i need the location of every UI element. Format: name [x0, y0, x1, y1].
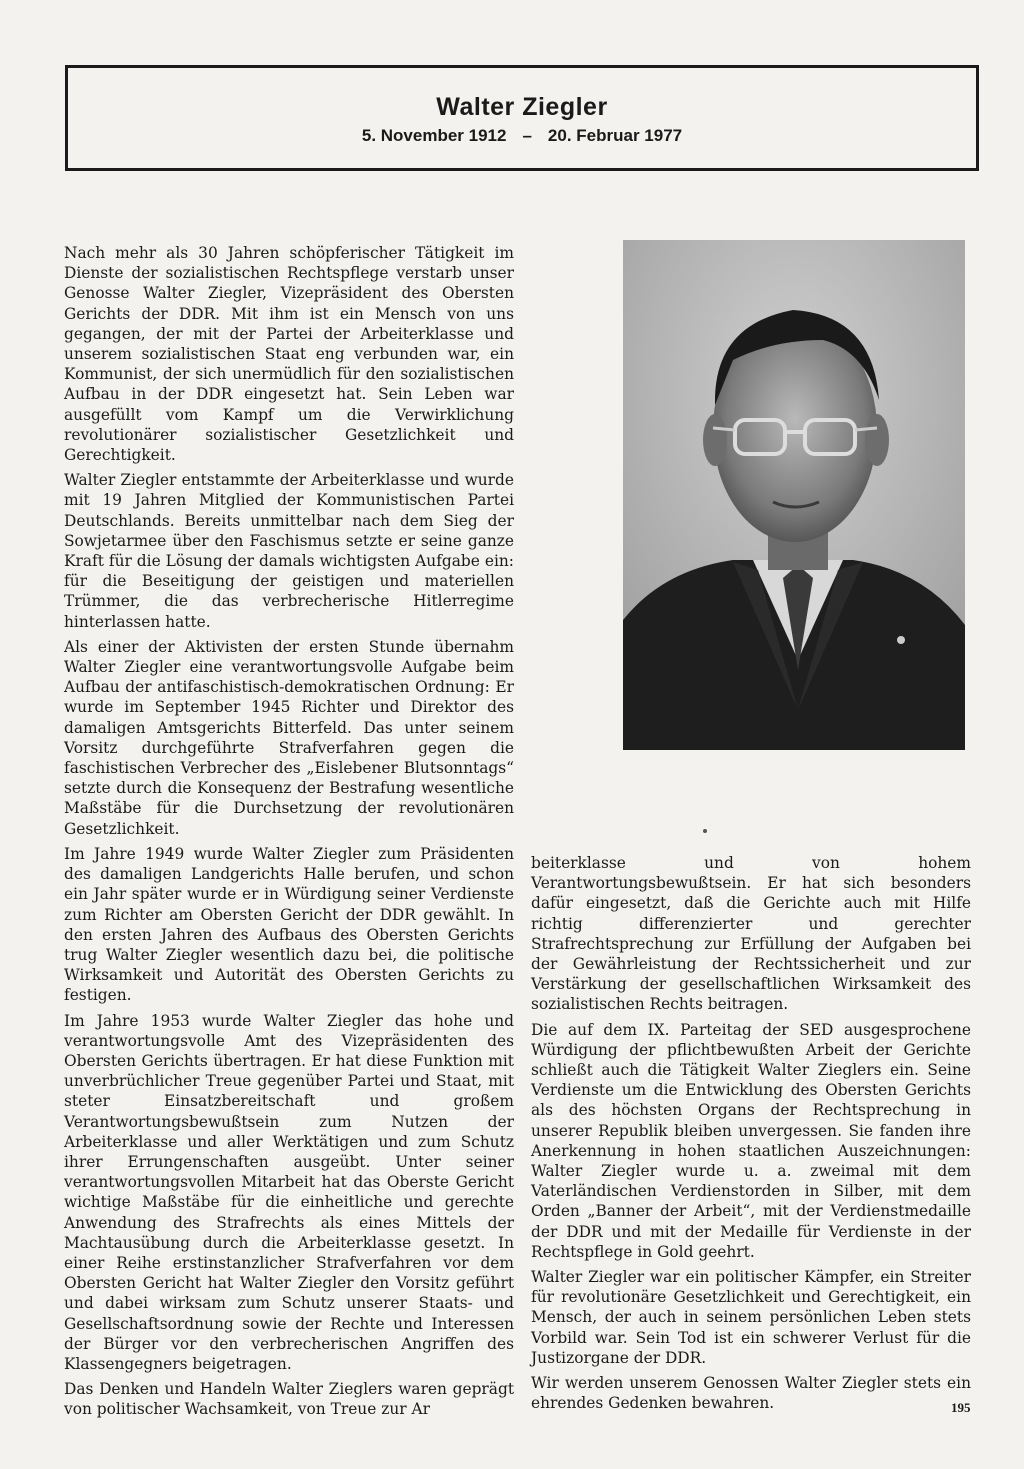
paragraph: beiterklasse und von hohem Verantwortungsbewußtsein. Er hat sich besonders dafür eingesetzt, daß die Gerichte auch mit Hilfe richtig differenzierter und gerechter Strafrechtsprechung zur Erfüllung der Aufgaben bei der Gewährleistung der Rechtssicherheit und zur Verstärkung der gesellschaftlichen Wirksamkeit des sozialistischen Rechts beitragen. [531, 854, 971, 1014]
birth-date: 5. November 1912 [361, 126, 507, 145]
paragraph: Im Jahre 1953 wurde Walter Ziegler das hohe und verantwortungsvolle Amt des Vizepräsidenten des Obersten Gerichts übertragen. Er hat diese Funktion mit unverbrüchlicher Treue gegenüber Partei und Staat, mit steter Einsatzbereitschaft und großem Verantwortungsbewußtsein zum Nutzen der Arbeiterklasse und aller Werktätigen und zum Schutz ihrer Errungenschaften ausgeübt. Unter seiner verantwortungsvollen Mitarbeit hat das Oberste Gericht wichtige Maßstäbe für die einheitliche und gerechte Anwendung des Strafrechts als eines Mittels der Machtausübung durch die Arbeiterklasse gesetzt. In einer Reihe erstinstanzlicher Strafverfahren vor dem Obersten Gericht hat Walter Ziegler den Vorsitz geführt und dabei wirksam zum Schutz unserer Staats- und Gesellschaftsordnung sowie der Rechte und Interessen der Bürger vor den verbrecherischen Angriffen des Klassengegners beigetragen. [64, 1011, 514, 1373]
left-column [64, 243, 514, 1425]
life-dates [68, 126, 976, 146]
paragraph: Die auf dem IX. Parteitag der SED ausgesprochene Würdigung der pflichtbewußten Arbeit der Gerichte schließt auch die Tätigkeit Walter Zieglers ein. Seine Verdienste um die Entwicklung des Obersten Gerichts als des höchsten Organs der Rechtsprechung in unserer Republik bleiben unvergessen. Sie fanden ihre Anerkennung in hohen staatlichen Auszeichnungen: Walter Ziegler wurde u. a. zweimal mit dem Vaterländischen Verdienstorden in Silber, mit dem Orden „Banner der Arbeit“, mit der Verdienstmedaille der DDR und mit der Medaille für Verdienste in der Rechtspflege in Gold geehrt. [531, 1020, 971, 1261]
header-box [65, 65, 979, 171]
page-number: 195 [951, 1400, 971, 1415]
paragraph: Das Denken und Handeln Walter Zieglers waren geprägt von politischer Wachsamkeit, von Treue zur Ar [64, 1380, 514, 1419]
right-column [531, 853, 971, 1418]
paragraph: Wir werden unserem Genossen Walter Ziegler stets ein ehrendes Gedenken bewahren. [531, 1374, 971, 1413]
paragraph: Im Jahre 1949 wurde Walter Ziegler zum Präsidenten des damaligen Landgerichts Halle berufen, und schon ein Jahr später wurde er in Würdigung seiner Verdienste zum Richter am Obersten Gericht der DDR gewählt. In den ersten Jahren des Aufbaus des Obersten Gerichts trug Walter Ziegler wesentlich dazu bei, die politische Wirksamkeit und Autorität des Obersten Gerichts zu festigen. [64, 844, 514, 1005]
paragraph: Als einer der Aktivisten der ersten Stunde übernahm Walter Ziegler eine verantwortungsvolle Aufgabe beim Aufbau der antifaschistisch-demokratischen Ordnung: Er wurde im September 1945 Richter und Direktor des damaligen Amtsgerichts Bitterfeld. Das unter seinem Vorsitz durchgeführte Strafverfahren gegen die faschistischen Verbrecher des „Eislebener Blutsonntags“ setzte durch die Konsequenz der Bestrafung wesentliche Maßstäbe für die Durchsetzung der revolutionären Gesetzlichkeit. [64, 637, 514, 838]
death-date: 20. Februar 1977 [547, 126, 683, 145]
paragraph: Walter Ziegler entstammte der Arbeiterklasse und wurde mit 19 Jahren Mitglied der Kommunistischen Partei Deutschlands. Bereits unmittelbar nach dem Sieg der Sowjetarmee über den Faschismus setzte er seine ganze Kraft für die Lösung der damals wichtigsten Aufgabe ein: für die Beseitigung der geistigen und materiellen Trümmer, die das verbrecherische Hitlerregime hinterlassen hatte. [64, 471, 514, 631]
paragraph: Walter Ziegler war ein politischer Kämpfer, ein Streiter für revolutionäre Gesetzlichkeit und Gerechtigkeit, ein Mensch, der auch in seinem persönlichen Leben stets Vorbild war. Sein Tod ist ein schwerer Verlust für die Justizorgane der DDR. [531, 1268, 971, 1367]
person-name: Walter Ziegler [436, 93, 608, 121]
date-separator: – [522, 126, 532, 145]
portrait-photo [623, 240, 965, 750]
paragraph: Nach mehr als 30 Jahren schöpferischer Tätigkeit im Dienste der sozialistischen Rechtspflege verstarb unser Genosse Walter Ziegler, Vizepräsident des Obersten Gerichts der DDR. Mit ihm ist ein Mensch von uns gegangen, der mit der Partei der Arbeiterklasse und unserem sozialistischen Staat eng verbunden war, ein Kommunist, der sich unermüdlich für den sozialistischen Aufbau in der DDR eingesetzt hat. Sein Leben war ausgefüllt vom Kampf um die Verwirklichung revolutionärer sozialistischer Gesetzlichkeit und Gerechtigkeit. [64, 244, 514, 465]
print-dot [703, 829, 707, 833]
portrait-icon [623, 240, 965, 750]
